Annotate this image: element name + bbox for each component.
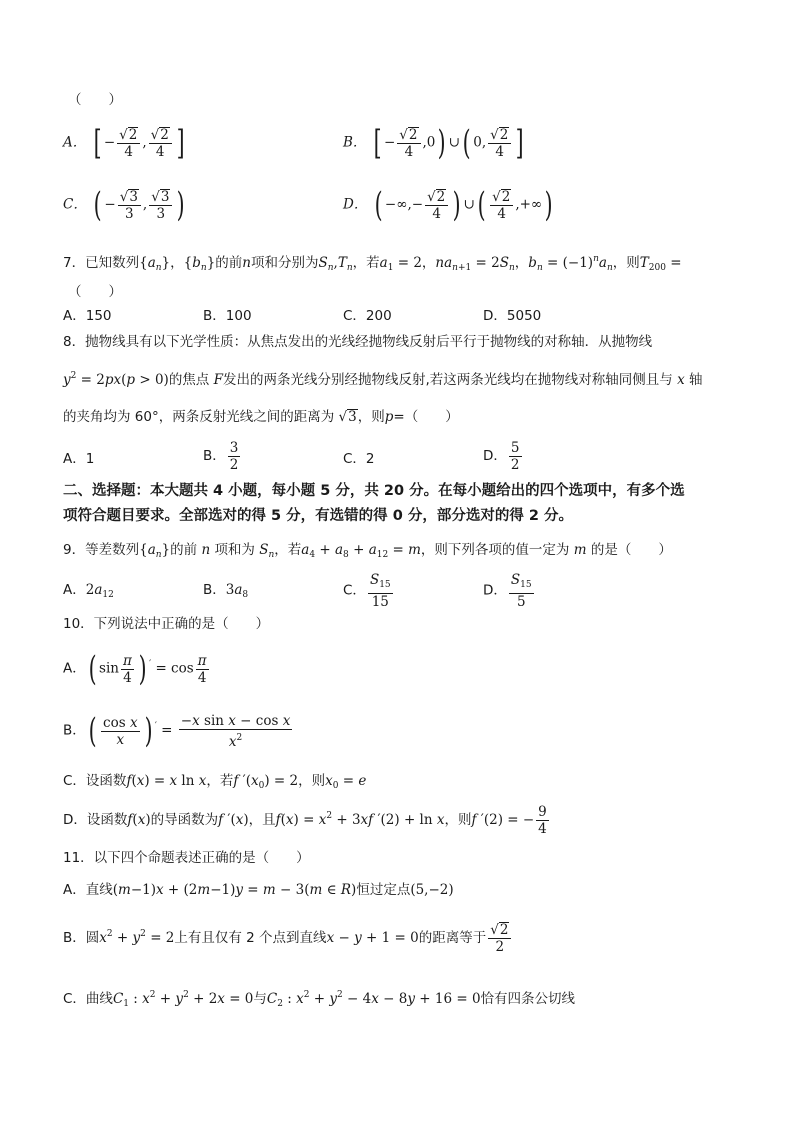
q9-stem: 9．等差数列$\{a_n\}$的前 n 项和为 $S_n$，若$a_4 + a_8 + a_{12} = m$，则下列各项的值一定为 m 的是（ ） [63, 542, 672, 560]
q7-stem: 7．已知数列$\{a_n\}$，$\{b_n\}$的前n项和分别为$S_n,T_n$，若$a_1 = 2$，$na_{n+1} = 2S_n$，$b_n = (-1)^na_n$，则$T_{200}$ = [63, 254, 682, 273]
q10-option-a: A．( sin $\frac{\pi}{4}$ ) ′ = cos $\frac{\pi}{4}$ [63, 649, 207, 689]
q9-option-b: B．$3a_8$ [203, 582, 249, 600]
q6-option-d: D． ( −∞,− $\frac{√2}{4}$ ) ∪( $\frac{√2}{4}$ ,+∞) [343, 185, 553, 225]
section-2-header-line-2: 项符合题目要求。全部选对的得 5 分，有选错的得 0 分，部分选对的得 2 分。 [63, 508, 574, 524]
q7-option-a: A．150 [63, 308, 112, 324]
q7-option-d: D．5050 [483, 308, 542, 324]
q11-stem: 11．以下四个命题表述正确的是（ ） [63, 850, 310, 866]
q7-option-b: B．100 [203, 308, 252, 324]
q9-option-c: C． $\frac{S_{15}}{15}$ [343, 572, 391, 610]
q9-option-a: A．$2a_{12}$ [63, 582, 114, 600]
q7-option-c: C．200 [343, 308, 392, 324]
q8-option-b: B． $\frac{3}{2}$ [203, 440, 239, 473]
q8-option-c: C．2 [343, 451, 375, 467]
q8-line-1: 8．抛物线具有以下光学性质：从焦点发出的光线经抛物线反射后平行于抛物线的对称轴．从抛物线 [63, 334, 653, 350]
q7-answer-paren: （ ） [68, 284, 122, 300]
q10-stem: 10．下列说法中正确的是（ ） [63, 616, 270, 632]
q8-option-d: D． $\frac{5}{2}$ [483, 440, 520, 473]
q10-option-c: C．设函数f(x) = x ln x，若f $'(x_0) = 2$，则$x_0 = e$ [63, 773, 367, 791]
q11-option-a: A．直线(m−1)x + (2m−1)y = m − 3(m ∈ R)恒过定点(5,−2) [63, 882, 454, 898]
q10-option-b: B．( $\frac{\text{cos x}}{x}$ ) ′ = $\frac{\text{−x sin x − cos x}}{x^2}$ [63, 711, 291, 751]
q8-line-2: $y^2 = 2px(p > 0)$的焦点 F发出的两条光线分别经抛物线反射,若这两条光线均在抛物线对称轴同侧且与 x 轴 [63, 371, 703, 388]
q6-option-b: B． [ − $\frac{√2}{4}$ ,0) ∪( 0, $\frac{√2}{4}$ ] [343, 123, 524, 163]
section-2-header-line-1: 二、选择题：本大题共 4 小题，每小题 5 分，共 20 分。在每小题给出的四个选项中，有多个选 [63, 483, 685, 499]
q11-option-b: B．圆$x^2 + y^2 = 2$上有且仅有 2 个点到直线x − y + 1 = 0的距离等于 $\frac{√2}{2}$ [63, 922, 513, 955]
q9-option-d: D． $\frac{S_{15}}{5}$ [483, 572, 532, 610]
q8-option-a: A．1 [63, 451, 95, 467]
q8-line-3: 的夹角均为 60°，两条反射光线之间的距离为 √3，则p=（ ） [63, 409, 459, 425]
q6-option-a: A． [ − $\frac{√2}{4}$ , $\frac{√2}{4}$ ] [63, 123, 185, 163]
q6-answer-paren: （ ） [68, 92, 122, 108]
q6-option-c: C． ( − $\frac{√3}{3}$ , $\frac{√3}{3}$ ) [63, 185, 186, 225]
q11-option-c: C．曲线$C_1$ : $x^2 + y^2 + 2x = 0$与$C_2$ : $x^2 + y^2 - 4x - 8y + 16 = 0$恰有四条公切线 [63, 990, 576, 1009]
q10-option-d: D．设函数f(x)的导函数为f ′(x)，且$f(x) = x^2 + 3xf$ ′(2) + ln x，则f ′(2) = − $\frac{9}{4}$ [63, 804, 547, 837]
